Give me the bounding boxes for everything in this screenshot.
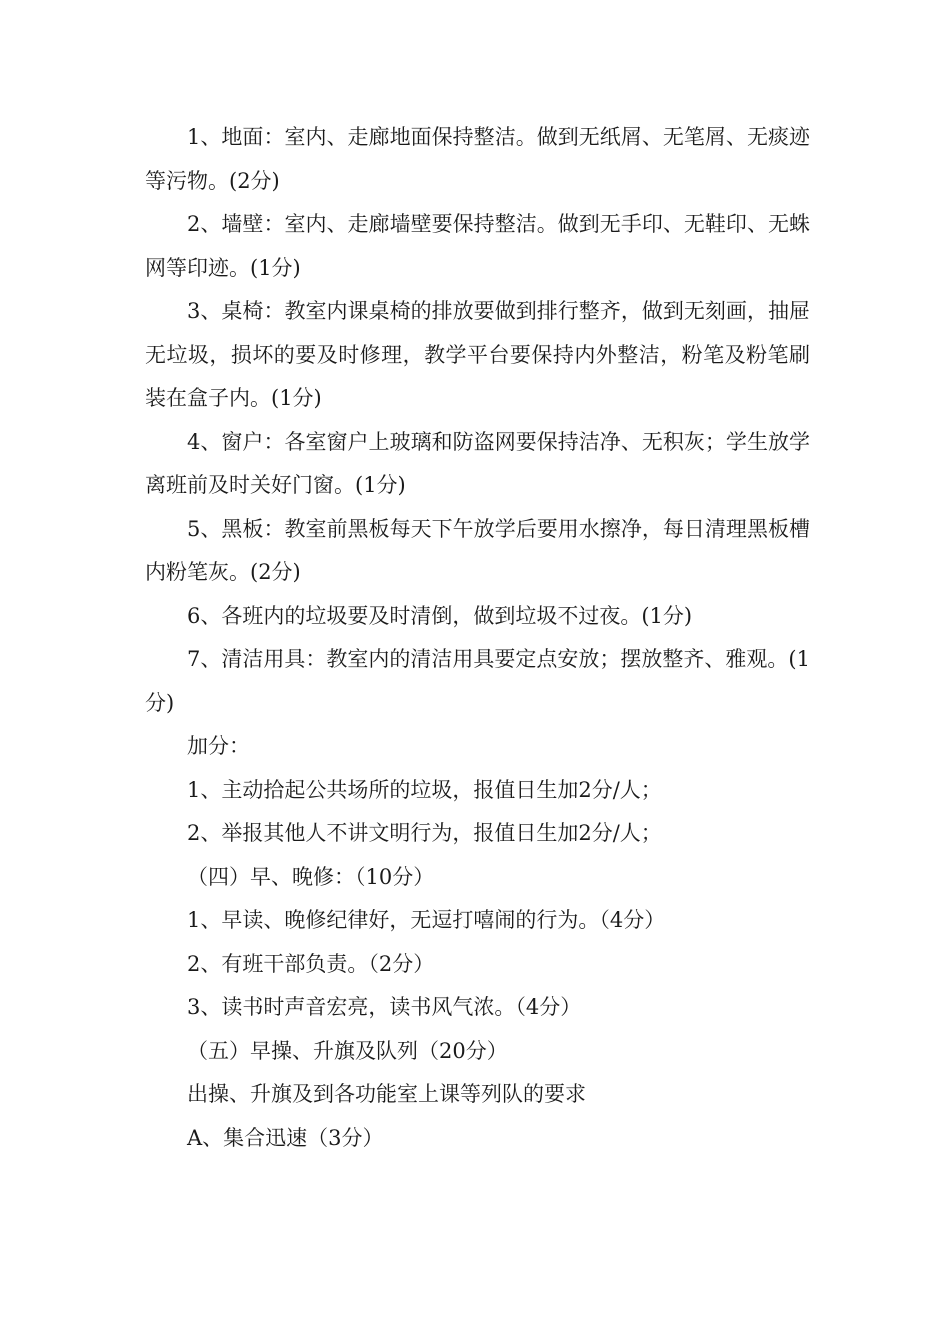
paragraph-lineup-requirements: 出操、升旗及到各功能室上课等列队的要求 <box>187 1082 586 1106</box>
paragraph-assembly: A、集合迅速（3分） <box>187 1125 384 1150</box>
heading-section-4: （四）早、晚修：（10分） <box>187 864 435 889</box>
heading-section-5: （五）早操、升旗及队列（20分） <box>187 1038 508 1063</box>
paragraph-desks-chairs: 3、桌椅：教室内课桌椅的排放要做到排行整齐，做到无刻画，抽屉无垃圾，损坏的要及时修理，教学平台要保持内外整洁，粉笔及粉笔刷装在盒子内。(1分) <box>145 299 810 410</box>
paragraph-floor: 1、地面：室内、走廊地面保持整洁。做到无纸屑、无笔屑、无痰迹等污物。(2分) <box>145 125 810 193</box>
paragraph-bonus-2: 2、举报其他人不讲文明行为，报值日生加2分/人； <box>187 821 662 845</box>
document-body <box>145 116 810 1160</box>
paragraph-study-2: 2、有班干部负责。（2分） <box>187 951 435 976</box>
paragraph-garbage: 6、各班内的垃圾要及时清倒，做到垃圾不过夜。(1分) <box>187 603 693 628</box>
paragraph-study-3: 3、读书时声音宏亮，读书风气浓。（4分） <box>187 995 582 1019</box>
paragraph-blackboard: 5、黑板：教室前黑板每天下午放学后要用水擦净，每日清理黑板槽内粉笔灰。(2分) <box>145 516 810 584</box>
heading-bonus-points: 加分： <box>187 734 250 758</box>
paragraph-study-1: 1、早读、晚修纪律好，无逗打嘻闹的行为。（4分） <box>187 908 666 932</box>
paragraph-windows: 4、窗户：各室窗户上玻璃和防盗网要保持洁净、无积灰；学生放学离班前及时关好门窗。(1分) <box>145 429 810 497</box>
paragraph-bonus-1: 1、主动拾起公共场所的垃圾，报值日生加2分/人； <box>187 777 662 802</box>
paragraph-cleaning-tools: 7、清洁用具：教室内的清洁用具要定点安放；摆放整齐、雅观。(1分) <box>145 647 810 715</box>
paragraph-walls: 2、墙壁：室内、走廊墙壁要保持整洁。做到无手印、无鞋印、无蛛网等印迹。(1分) <box>145 212 810 280</box>
